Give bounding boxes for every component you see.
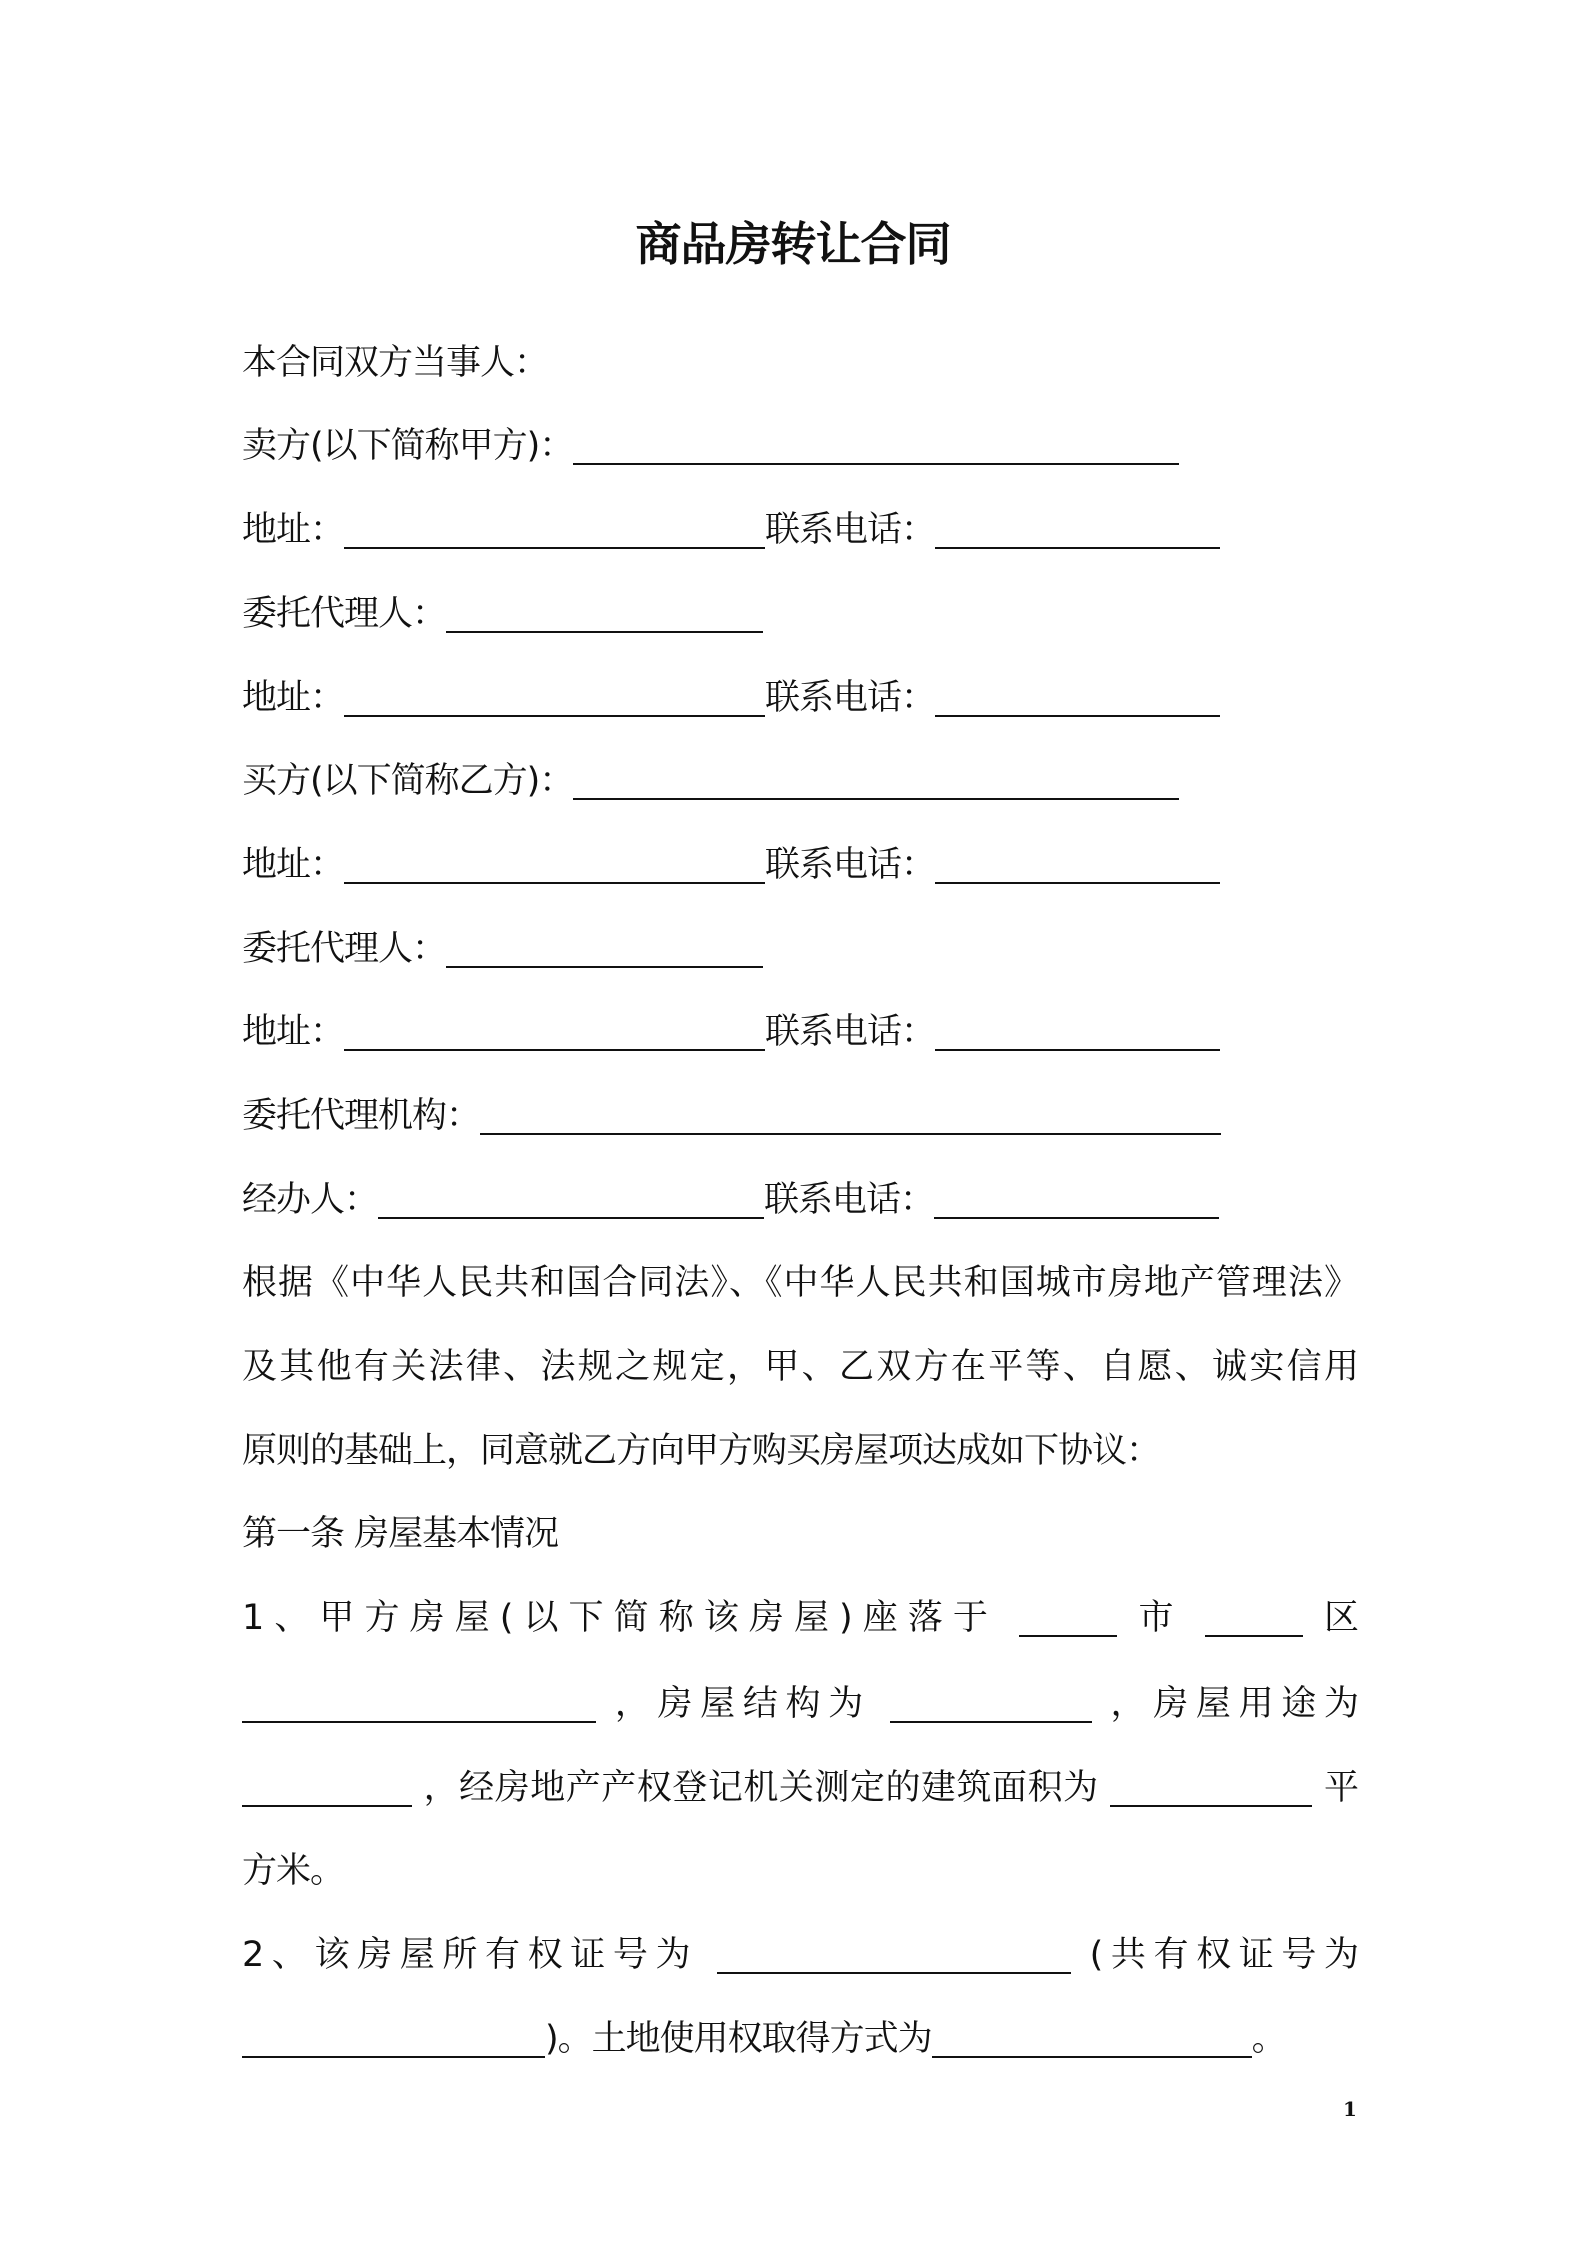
agent-label: 委托代理人： [242,929,447,969]
usage-blank[interactable] [242,1765,412,1807]
page-number: 1 [1343,2097,1357,2121]
address-label: 地址： [242,845,345,885]
address-blank[interactable] [344,1009,765,1051]
address-label: 地址： [242,678,345,718]
item-2-line-2 [242,2014,1286,2064]
co-certificate-blank[interactable] [242,2016,545,2058]
phone-label: 联系电话： [765,845,936,885]
handler-label: 经办人： [242,1180,379,1220]
phone-blank[interactable] [935,1009,1220,1051]
address-blank[interactable] [344,675,765,717]
item-1-line-2 [242,1679,1358,1729]
seller-agent-address-line [242,673,1220,723]
parties-intro: 本合同双方当事人： [242,343,549,383]
buyer-address-line [242,840,1220,890]
structure-blank[interactable] [890,1681,1092,1723]
item-1-line-4: 方米。 [242,1851,345,1891]
item-1-line-3 [242,1763,1358,1813]
buyer-label: 买方(以下简称乙方)： [242,761,574,801]
item-2-line-1 [242,1930,1358,1980]
agent-blank[interactable] [446,591,763,633]
phone-label: 联系电话： [765,510,936,550]
phone-label: 联系电话： [765,678,936,718]
area-blank[interactable] [1110,1765,1312,1807]
phone-blank[interactable] [935,842,1220,884]
address-blank[interactable] [344,507,765,549]
item-text: ，房屋结构为 [614,1684,871,1724]
agency-line [242,1091,1221,1141]
preamble-line: 及其他有关法律、法规之规定，甲、乙双方在平等、自愿、诚实信用 [242,1347,1358,1387]
preamble-line: 根据《中华人民共和国合同法》、《中华人民共和国城市房地产管理法》 [242,1263,1358,1303]
item-1-line-1 [242,1593,1358,1643]
buyer-line [242,756,1179,806]
location-blank[interactable] [242,1681,596,1723]
item-text: ，房屋用途为 [1110,1684,1358,1724]
address-label: 地址： [242,1012,345,1052]
item-text: 。 [1251,2019,1286,2059]
item-text: (共有权证号为 [1089,1935,1358,1975]
buyer-agent-line [242,924,763,974]
item-text: 1、甲方房屋(以下简称该房屋)座落于 [242,1598,998,1638]
handler-line [242,1175,1219,1225]
document-title: 商品房转让合同 [635,217,951,271]
preamble-line: 原则的基础上，同意就乙方向甲方购买房屋项达成如下协议： [242,1431,1161,1471]
agent-label: 委托代理人： [242,594,447,634]
item-text: 市 [1138,1598,1184,1638]
article-1-title: 第一条 房屋基本情况 [242,1514,559,1554]
agency-label: 委托代理机构： [242,1096,481,1136]
agency-blank[interactable] [480,1093,1221,1135]
item-text: 2、该房屋所有权证号为 [242,1935,699,1975]
seller-agent-line [242,589,763,639]
item-text: 区 [1323,1598,1358,1638]
phone-label: 联系电话： [765,1012,936,1052]
seller-line [242,421,1179,471]
item-text: )。土地使用权取得方式为 [545,2019,932,2059]
city-blank[interactable] [1019,1595,1117,1637]
seller-address-line [242,505,1220,555]
phone-blank[interactable] [934,1177,1219,1219]
seller-blank[interactable] [573,423,1179,465]
phone-blank[interactable] [935,507,1220,549]
seller-label: 卖方(以下简称甲方)： [242,426,574,466]
land-use-blank[interactable] [932,2016,1252,2058]
address-label: 地址： [242,510,345,550]
phone-blank[interactable] [935,675,1220,717]
district-blank[interactable] [1205,1595,1303,1637]
handler-blank[interactable] [378,1177,764,1219]
certificate-blank[interactable] [717,1932,1071,1974]
item-text: ，经房地产产权登记机关测定的建筑面积为 [423,1768,1099,1808]
buyer-blank[interactable] [573,758,1179,800]
phone-label: 联系电话： [764,1180,935,1220]
item-text: 平 [1323,1768,1358,1808]
buyer-agent-address-line [242,1007,1220,1057]
agent-blank[interactable] [446,926,763,968]
address-blank[interactable] [344,842,765,884]
